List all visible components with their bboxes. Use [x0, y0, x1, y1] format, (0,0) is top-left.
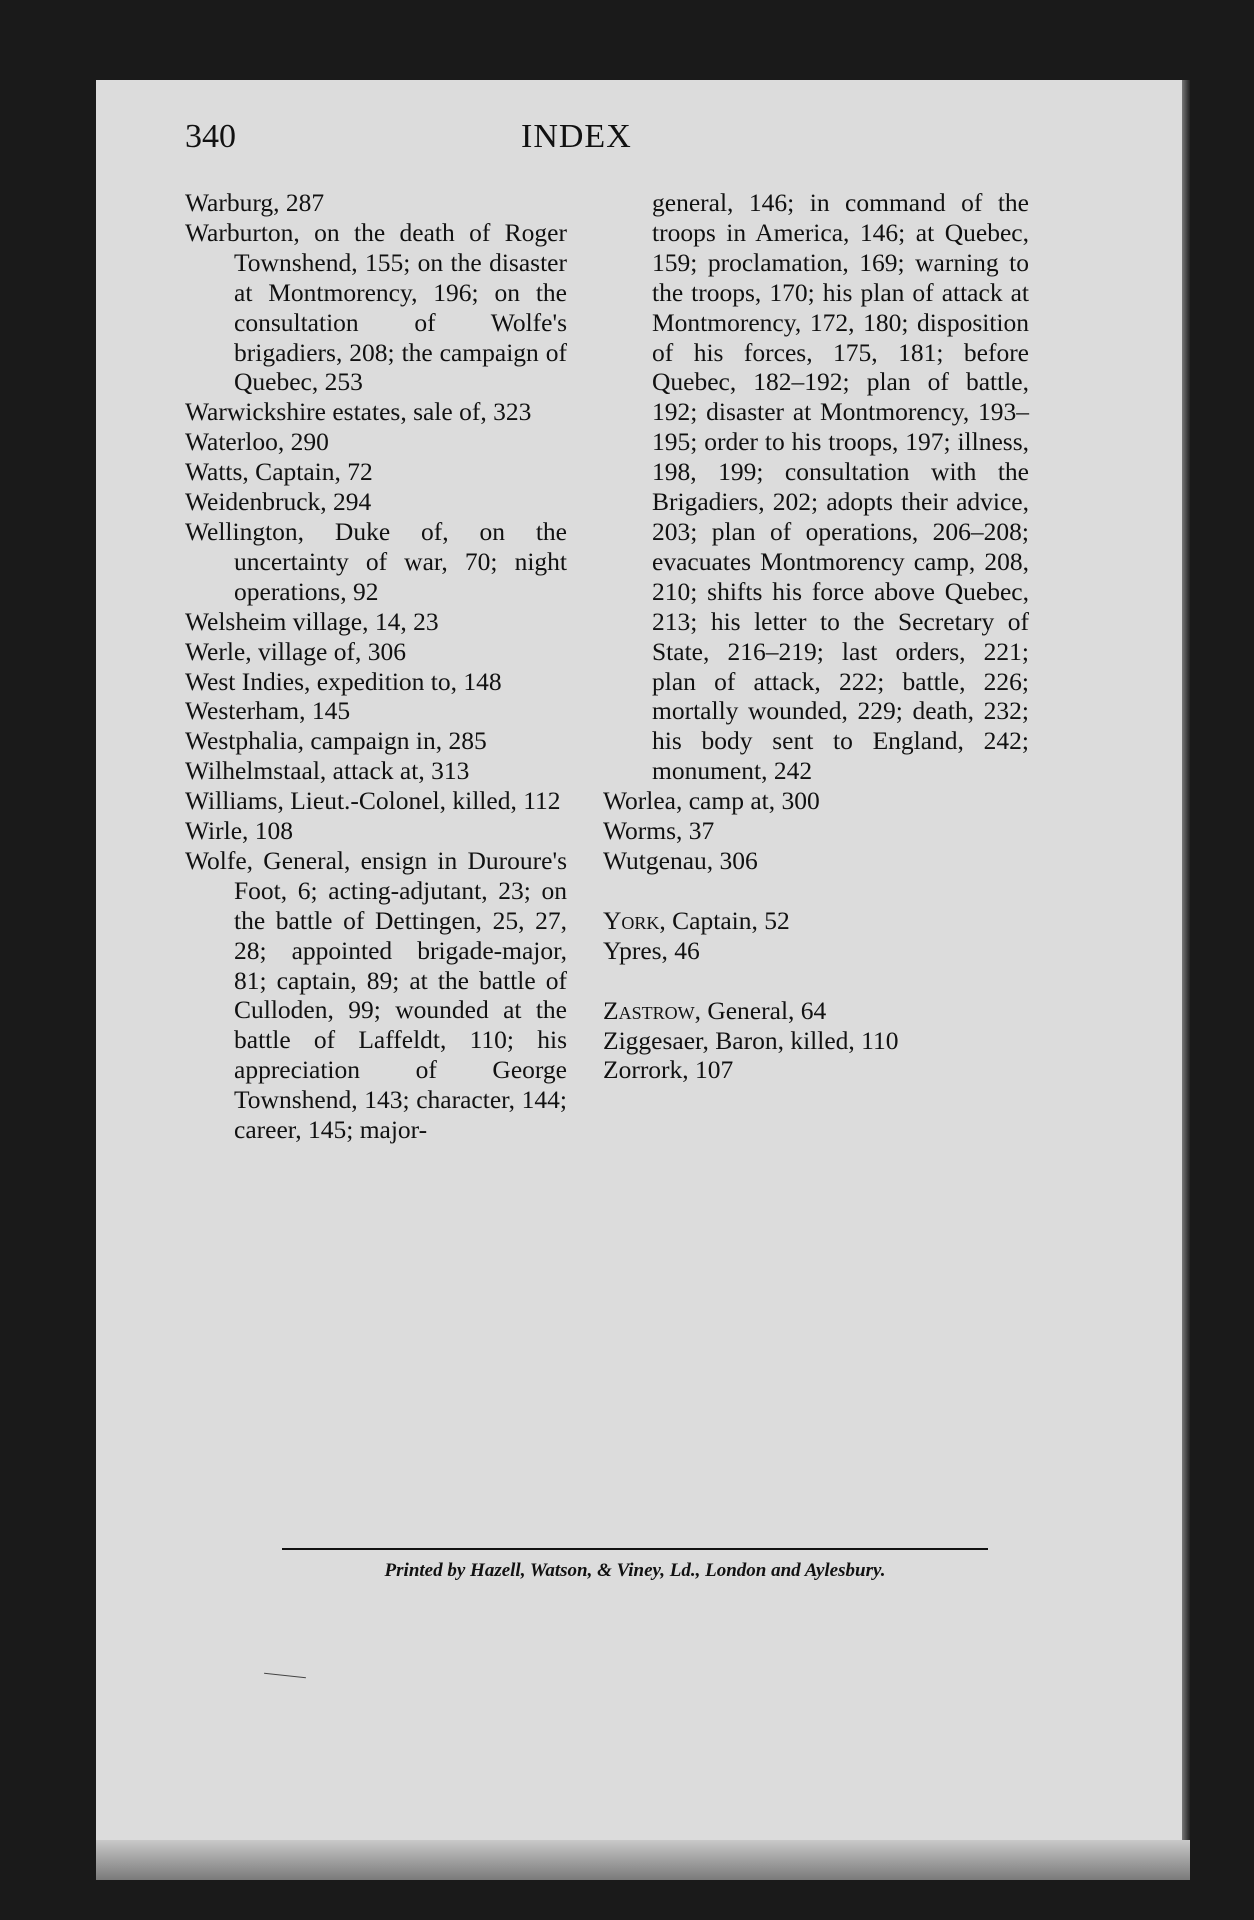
page-edge-bottom [96, 1840, 1190, 1880]
entry-text: , Captain, 52 [659, 905, 790, 935]
index-column-right [603, 188, 1029, 1085]
entry-text: Waterloo, 290 [185, 427, 329, 457]
index-entry [603, 786, 1029, 816]
entry-text: Wutgenau, 306 [603, 845, 758, 875]
entry-heading: Zastrow [603, 995, 695, 1025]
index-entry [185, 696, 567, 726]
index-entry [603, 816, 1029, 846]
entry-text: Westerham, 145 [185, 696, 351, 726]
entry-text: West Indies, expedition to, 148 [185, 666, 502, 696]
entry-text: Wolfe, General, ensign in Duroure's Foot, 6; acting-adjutant, 23; on the battle of Dettingen, 25, 27, 28; appointed brigade-major, 81; captain, 89; at the battle of Culloden, 99; wounded at the battle of Laffeldt, 110; his appreciation of George Townshend, 143; character, 144; career, 145; major- [185, 845, 567, 1145]
entry-text: Watts, Captain, 72 [185, 457, 373, 487]
entry-text: Warburton, on the death of Roger Townshend, 155; on the disaster at Montmorency, 196; on the consultation of Wolfe's brigadiers, 208; the campaign of Quebec, 253 [185, 217, 567, 397]
entry-text: Ypres, 46 [603, 935, 700, 965]
section-gap [603, 876, 1029, 906]
index-entry [603, 936, 1029, 966]
entry-text: , General, 64 [694, 995, 827, 1025]
page-edge-right [1182, 80, 1190, 1880]
index-entry [185, 607, 567, 637]
printer-imprint: Printed by Hazell, Watson, & Viney, Ld., London and Aylesbury. [384, 1560, 886, 1581]
entry-text: Westphalia, campaign in, 285 [185, 726, 487, 756]
index-entry [603, 846, 1029, 876]
entry-text: Williams, Lieut.-Colonel, killed, 112 [185, 786, 561, 816]
entry-text: Weidenbruck, 294 [185, 487, 372, 517]
index-entry [603, 906, 1029, 936]
entry-text: Wellington, Duke of, on the uncertainty of war, 70; night operations, 92 [185, 516, 567, 606]
index-entry [185, 786, 567, 816]
index-entry [185, 846, 567, 1145]
index-column-left [185, 188, 567, 1145]
entry-text: Warwickshire estates, sale of, 323 [185, 397, 532, 427]
index-entry [603, 1026, 1029, 1056]
index-entry [185, 218, 567, 397]
index-entry [185, 487, 567, 517]
index-entry [185, 816, 567, 846]
index-entry [185, 517, 567, 607]
index-entry [185, 726, 567, 756]
entry-text: Werle, village of, 306 [185, 636, 406, 666]
entry-text: Ziggesaer, Baron, killed, 110 [603, 1025, 899, 1055]
running-header [185, 118, 1015, 158]
section-gap [603, 966, 1029, 996]
entry-text: Zorrork, 107 [603, 1055, 734, 1085]
index-entry [603, 1055, 1029, 1085]
page-number: 340 [185, 118, 236, 155]
entry-text: general, 146; in command of the troops in America, 146; at Quebec, 159; proclamation, 169; warning to the troops, 170; his plan of attack at Montmorency, 172, 180; disposition of his forces, 175, 181; before Quebec, 182–192; plan of battle, 192; disaster at Montmorency, 193–195; order to his troops, 197; illness, 198, 199; consultation with the Brigadiers, 202; adopts their advice, 203; plan of operations, 206–208; evacuates Montmorency camp, 208, 210; shifts his force above Quebec, 213; his letter to the Secretary of State, 216–219; last orders, 221; plan of attack, 222; battle, 226; mortally wounded, 229; death, 232; his body sent to England, 242; monument, 242 [652, 188, 1029, 786]
entry-text: Wilhelmstaal, attack at, 313 [185, 756, 470, 786]
index-entry [603, 996, 1029, 1026]
index-entry [185, 427, 567, 457]
index-entry [185, 667, 567, 697]
entry-text: Worms, 37 [603, 816, 715, 846]
index-entry [185, 637, 567, 667]
index-entry-continuation [603, 188, 1029, 786]
index-entry [185, 397, 567, 427]
entry-text: Welsheim village, 14, 23 [185, 606, 439, 636]
entry-text: Warburg, 287 [185, 188, 325, 217]
entry-text: Wirle, 108 [185, 816, 294, 846]
entry-heading: York [603, 905, 660, 935]
index-entry [185, 756, 567, 786]
running-title: INDEX [521, 118, 632, 155]
entry-text: Worlea, camp at, 300 [603, 786, 820, 816]
imprint-rule [282, 1548, 988, 1550]
index-entry [185, 188, 567, 218]
index-entry [185, 457, 567, 487]
